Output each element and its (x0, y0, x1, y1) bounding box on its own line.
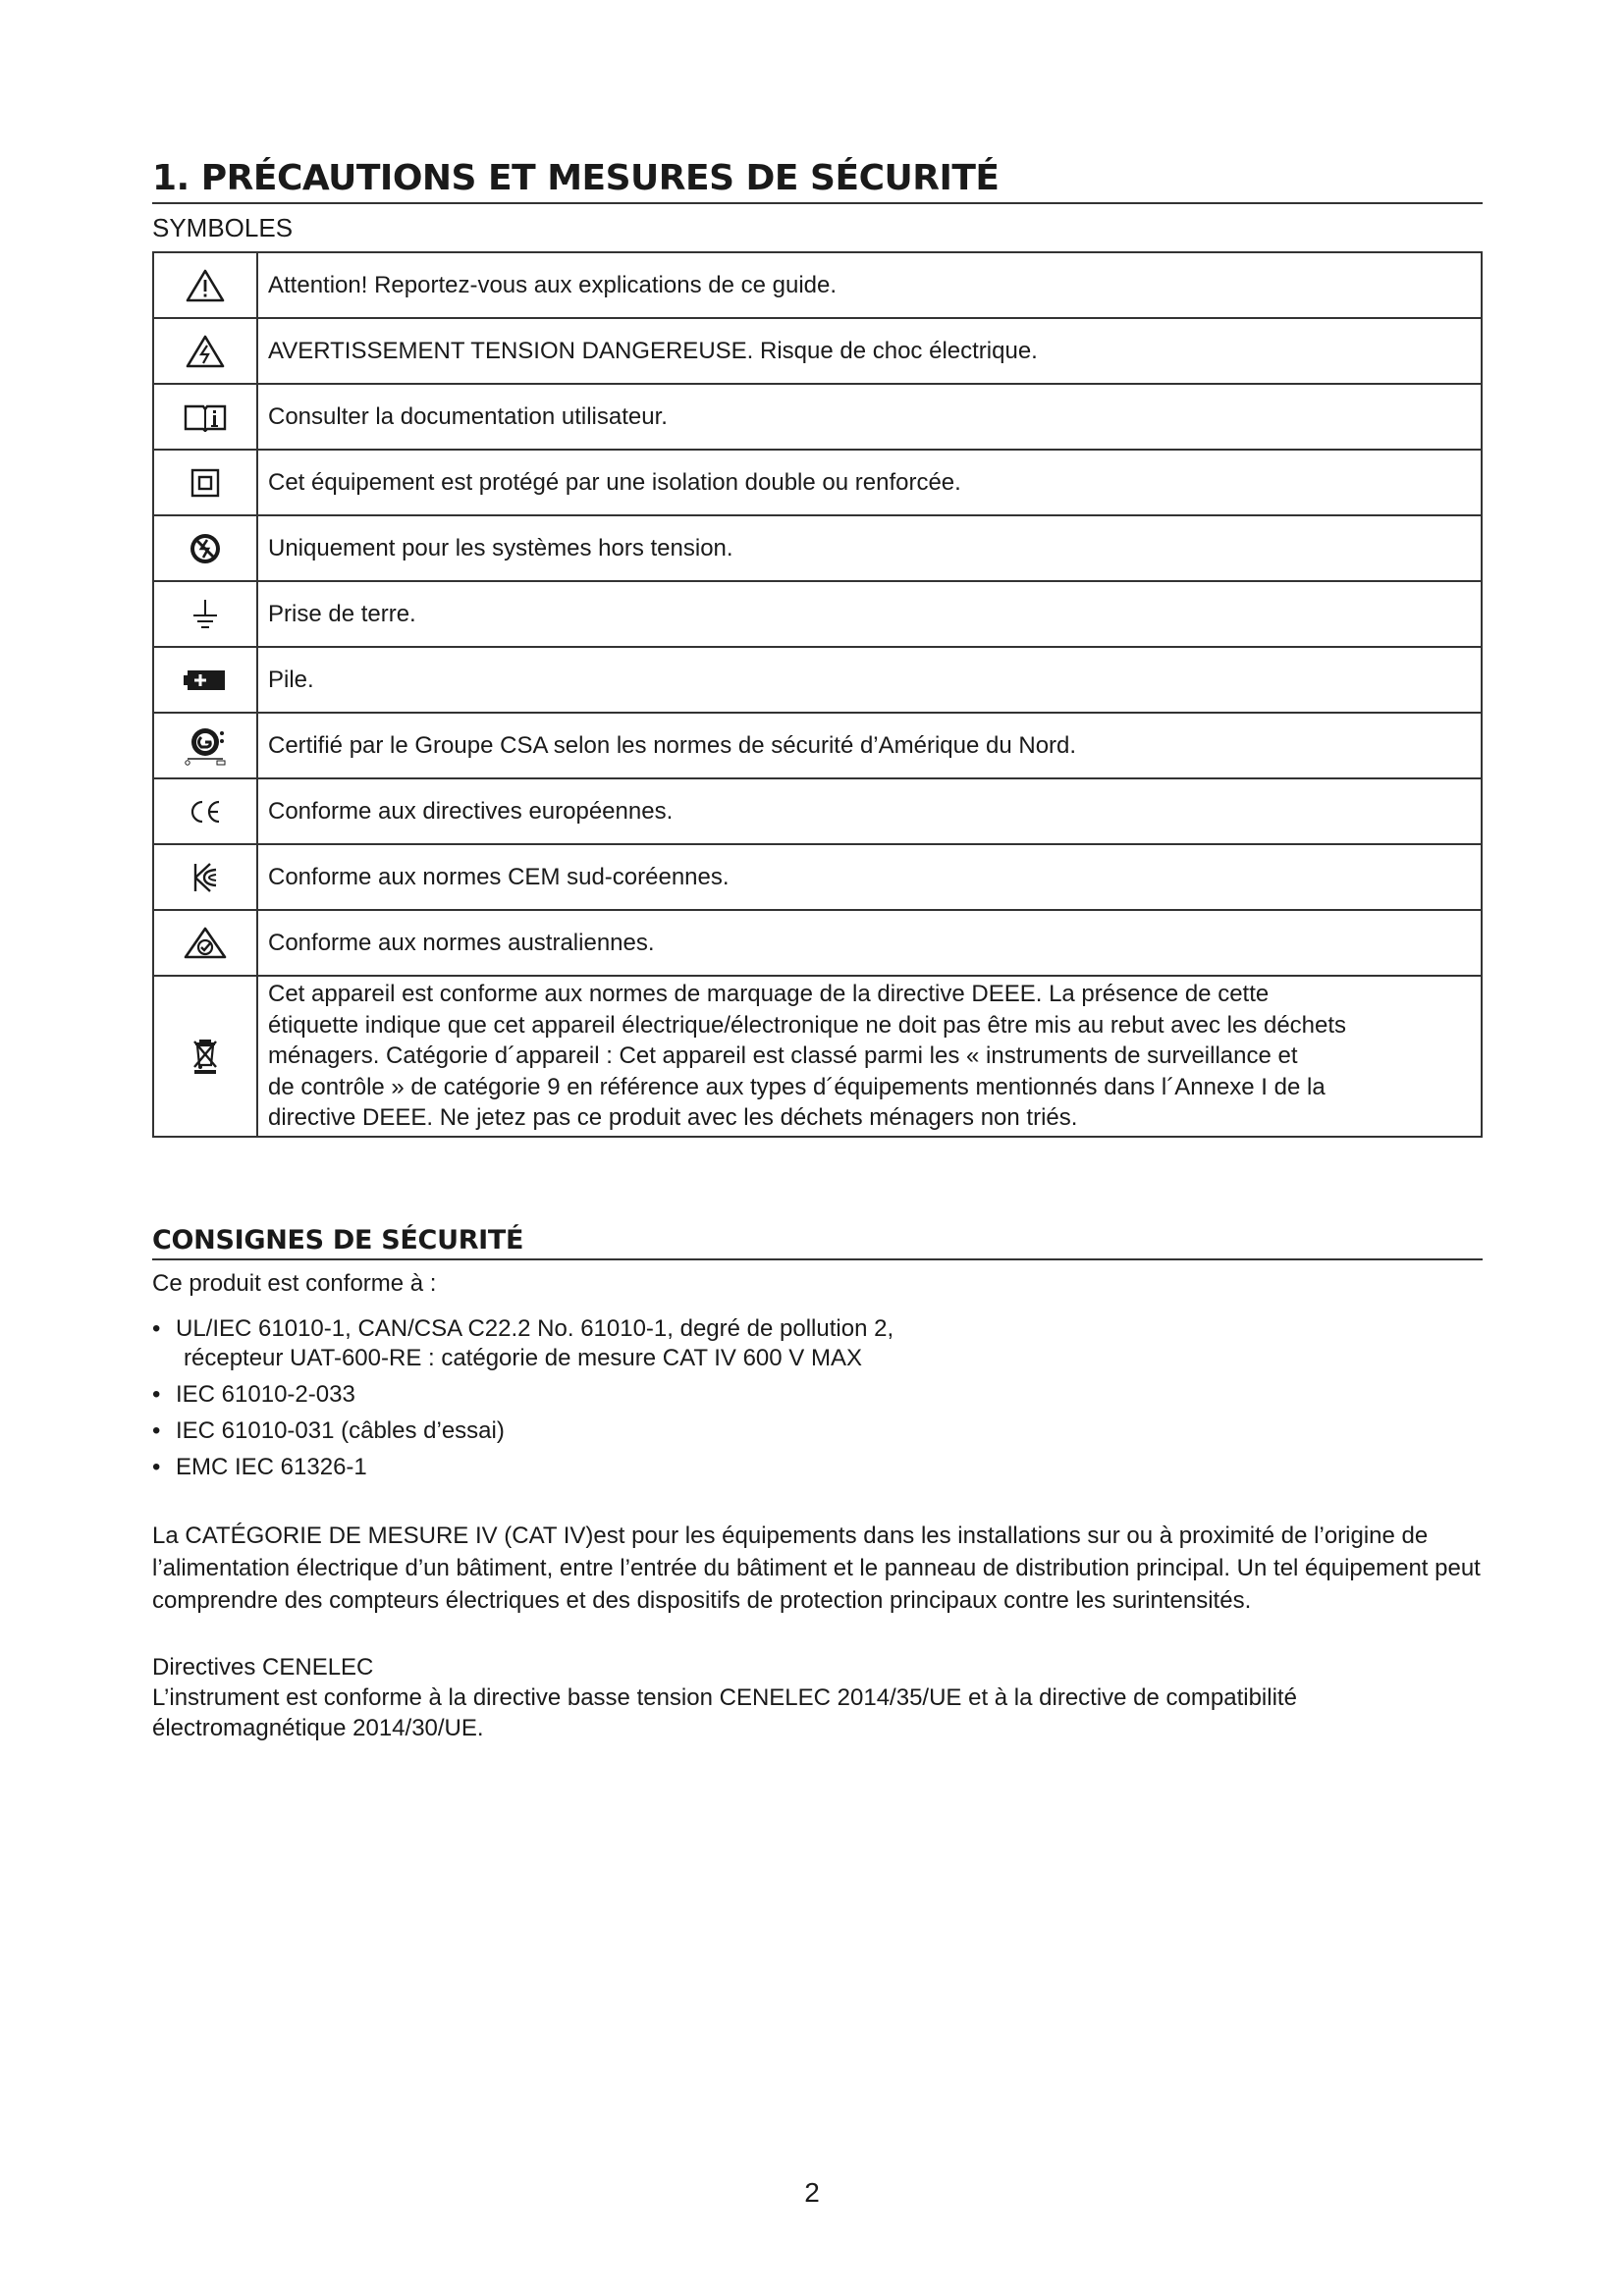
symbol-row (153, 252, 1482, 318)
symbol-row (153, 713, 1482, 778)
symbol-description: Certifié par le Groupe CSA selon les normes de sécurité d’Amérique du Nord. (257, 713, 1482, 778)
double-insulation-icon (153, 450, 257, 515)
ce-mark-icon (153, 778, 257, 844)
de-energized-only-icon (153, 515, 257, 581)
battery-icon (153, 647, 257, 713)
kc-mark-icon (153, 844, 257, 910)
symbol-description: Conforme aux directives européennes. (257, 778, 1482, 844)
earth-ground-icon (153, 581, 257, 647)
symbol-description: Conforme aux normes CEM sud-coréennes. (257, 844, 1482, 910)
symbol-row (153, 450, 1482, 515)
weee-line: Cet appareil est conforme aux normes de marquage de la directive DEEE. La présence de cette (268, 981, 1270, 1007)
standards-list (152, 1314, 1483, 1482)
symbol-description: Cet équipement est protégé par une isolation double ou renforcée. (257, 450, 1482, 515)
weee-line: étiquette indique que cet appareil électrique/électronique ne doit pas être mis au rebut avec les déchets (268, 1011, 1347, 1039)
standard-text: IEC 61010-031 (câbles d’essai) (176, 1416, 505, 1444)
safety-heading: CONSIGNES DE SÉCURITÉ (152, 1224, 1483, 1260)
page-content (152, 157, 1483, 1743)
measurement-category-label: La CATÉGORIE DE MESURE IV (CAT IV) (152, 1522, 594, 1549)
measurement-category-text: est pour les équipements dans les installations sur ou à proximité de l’origine de l’alimentation électrique d’un bâtiment, entre l’entrée du bâtiment et le panneau de distribution principal. Un tel équipement peut comprendre des compteurs électriques et des dispositifs de protection principaux contre les surintensités. (152, 1522, 1481, 1614)
standard-text-continued: récepteur UAT-600-RE : catégorie de mesure CAT IV 600 V MAX (184, 1344, 862, 1371)
standard-text: IEC 61010-2-033 (176, 1380, 355, 1408)
weee-bin-icon (153, 976, 257, 1137)
symbol-row (153, 910, 1482, 976)
symbol-description: Uniquement pour les systèmes hors tension. (257, 515, 1482, 581)
directives-title: Directives CENELEC (152, 1653, 374, 1681)
symbol-row (153, 844, 1482, 910)
symbol-row (153, 318, 1482, 384)
electric-shock-triangle-icon (153, 318, 257, 384)
list-item (152, 1314, 1483, 1373)
weee-line: de contrôle » de catégorie 9 en référence aux types d´équipements mentionnés dans l´Annexe I de la (268, 1073, 1326, 1100)
symbol-row (153, 384, 1482, 450)
user-manual-icon (153, 384, 257, 450)
weee-line: directive DEEE. Ne jetez pas ce produit avec les déchets ménagers non triés. (268, 1104, 1078, 1131)
symbols-table (152, 251, 1483, 1138)
symbol-description: Consulter la documentation utilisateur. (257, 384, 1482, 450)
bullet: • (152, 1380, 161, 1408)
warning-triangle-icon (153, 252, 257, 318)
symbol-description: Pile. (257, 647, 1482, 713)
directives-text: L’instrument est conforme à la directive basse tension CENELEC 2014/35/UE et à la directive de compatibilité électromagnétique 2014/30/UE. (152, 1683, 1297, 1741)
safety-intro: Ce produit est conforme à : (152, 1269, 437, 1297)
symbol-row (153, 581, 1482, 647)
symbol-description: Prise de terre. (257, 581, 1482, 647)
symbol-description: Attention! Reportez-vous aux explications de ce guide. (257, 252, 1482, 318)
symbol-description: Conforme aux normes australiennes. (257, 910, 1482, 976)
list-item (152, 1416, 1483, 1446)
symbols-title: SYMBOLES (152, 213, 294, 242)
symbol-row (153, 515, 1482, 581)
list-item (152, 1453, 1483, 1482)
symbol-row (153, 976, 1482, 1137)
symbol-row (153, 778, 1482, 844)
list-item (152, 1380, 1483, 1410)
symbol-description: AVERTISSEMENT TENSION DANGEREUSE. Risque de choc électrique. (257, 318, 1482, 384)
standard-text: UL/IEC 61010-1, CAN/CSA C22.2 No. 61010-1, degré de pollution 2, (176, 1314, 894, 1342)
rcm-mark-icon (153, 910, 257, 976)
csa-mark-icon (153, 713, 257, 778)
standard-text: EMC IEC 61326-1 (176, 1453, 367, 1480)
bullet: • (152, 1453, 161, 1480)
measurement-category-paragraph (152, 1520, 1483, 1617)
weee-description (257, 976, 1482, 1137)
symbol-row (153, 647, 1482, 713)
bullet: • (152, 1314, 161, 1342)
section-heading: 1. PRÉCAUTIONS ET MESURES DE SÉCURITÉ (152, 157, 1483, 204)
weee-line: ménagers. Catégorie d´appareil : Cet appareil est classé parmi les « instruments de surveillance et (268, 1042, 1298, 1069)
bullet: • (152, 1416, 161, 1444)
page-number: 2 (804, 2177, 820, 2208)
